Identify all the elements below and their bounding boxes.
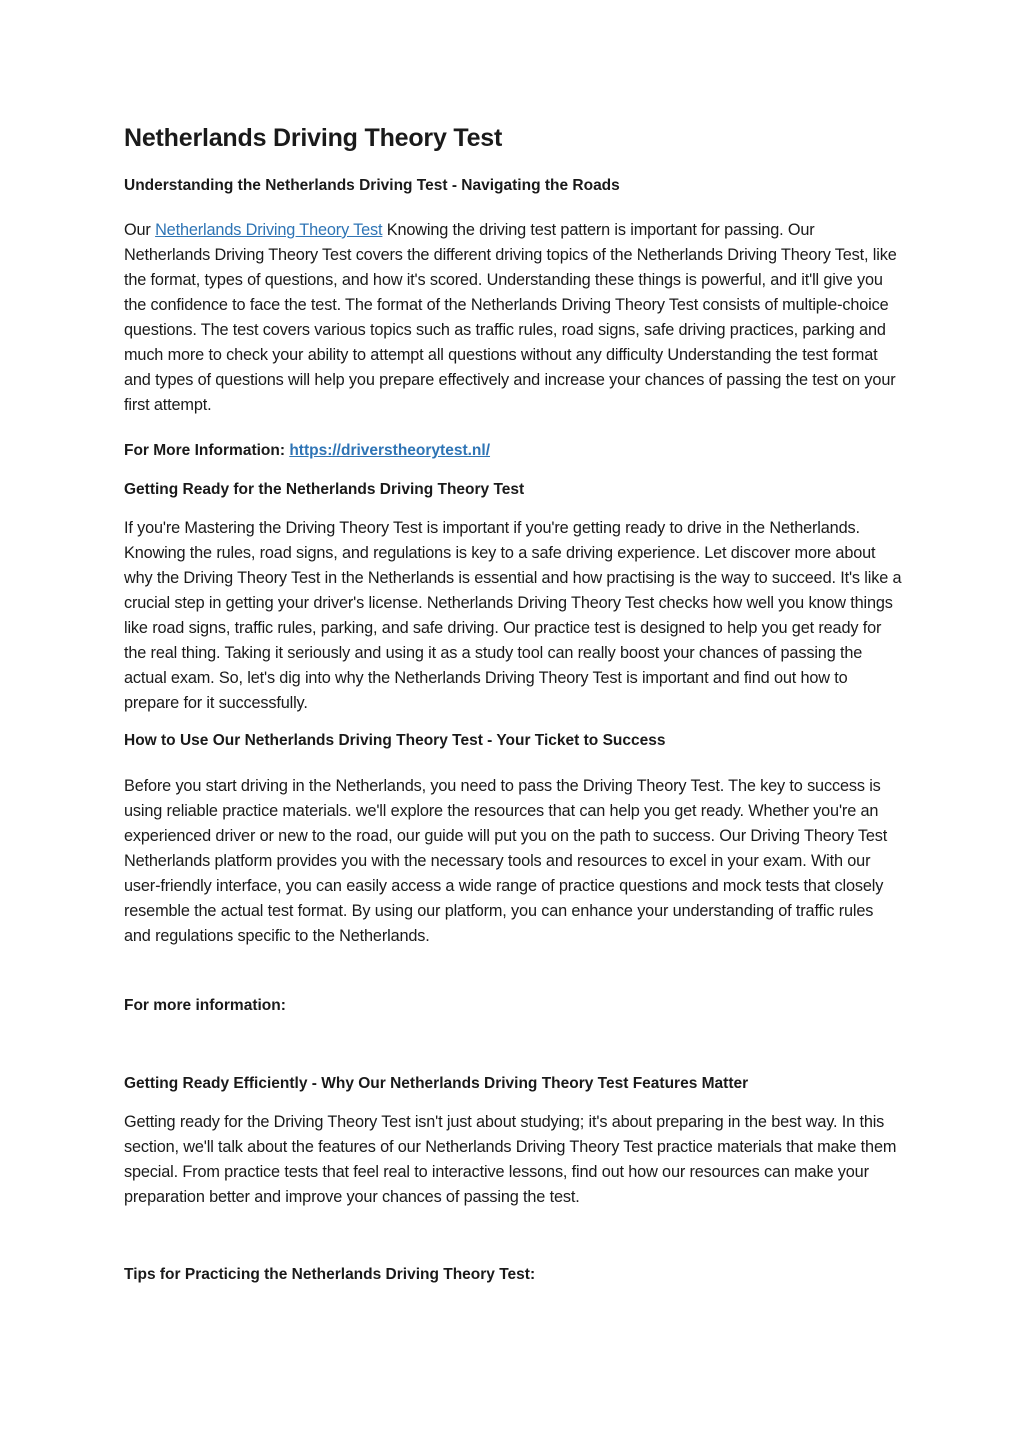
- paragraph-body: Knowing the driving test pattern is important for passing. Our Netherlands Driving Theory Test covers the different driving topics of the Netherlands Driving Theory Test, like the format, types of questions, and how it's scored. Understanding these things is powerful, and it'll give you the confidence to face the test. The format of the Netherlands Driving Theory Test consists of multiple-choice questions. The test covers various topics such as traffic rules, road signs, safe driving practices, parking and much more to check your ability to attempt all questions without any difficulty Understanding the test format and types of questions will help you prepare effectively and increase your chances of passing the test on your first attempt.: [124, 221, 897, 414]
- section-paragraph-features: Getting ready for the Driving Theory Test isn't just about studying; it's about preparing in the best way. In this section, we'll talk about the features of our Netherlands Driving Theory Test practice materials that make them special. From practice tests that feel real to interactive lessons, find out how our resources can make your preparation better and improve your chances of passing the test.: [124, 1113, 897, 1206]
- section-paragraph-understanding: [124, 218, 904, 418]
- section-paragraph-getting-ready: If you're Mastering the Driving Theory Test is important if you're getting ready to drive in the Netherlands. Knowing the rules, road signs, and regulations is key to a safe driving experience. Let discover more about why the Driving Theory Test in the Netherlands is essential and how practising is the way to succeed. It's like a crucial step in getting your driver's license. Netherlands Driving Theory Test checks how well you know things like road signs, traffic rules, parking, and safe driving. Our practice test is designed to help you get ready for the real thing. Taking it seriously and using it as a study tool can really boost your chances of passing the actual exam. So, let's dig into why the Netherlands Driving Theory Test is important and find out how to prepare for it successfully.: [124, 519, 902, 712]
- page-title: Netherlands Driving Theory Test: [124, 124, 503, 152]
- more-info-url-link[interactable]: https://driverstheorytest.nl/: [289, 442, 491, 459]
- theory-test-link[interactable]: Netherlands Driving Theory Test: [155, 221, 383, 239]
- section-heading-tips: Tips for Practicing the Netherlands Driving Theory Test:: [124, 1266, 536, 1283]
- more-info-label: For More Information:: [124, 442, 290, 459]
- section-paragraph-how-to-use: Before you start driving in the Netherlands, you need to pass the Driving Theory Test. The key to success is using reliable practice materials. we'll explore the resources that can help you get ready. Whether you're an experienced driver or new to the road, our guide will put you on the path to success. Our Driving Theory Test Netherlands platform provides you with the necessary tools and resources to excel in your exam. With our user-friendly interface, you can easily access a wide range of practice questions and mock tests that closely resemble the actual test format. By using our platform, you can enhance your understanding of traffic rules and regulations specific to the Netherlands.: [124, 777, 888, 945]
- section-heading-getting-ready: Getting Ready for the Netherlands Driving Theory Test: [124, 481, 525, 498]
- paragraph-prefix: Our: [124, 221, 156, 239]
- section-heading-how-to-use: How to Use Our Netherlands Driving Theory Test - Your Ticket to Success: [124, 732, 666, 749]
- more-info-line: [124, 441, 490, 461]
- more-info-label-2: For more information:: [124, 997, 286, 1014]
- section-heading-understanding: Understanding the Netherlands Driving Test - Navigating the Roads: [124, 177, 620, 194]
- section-heading-features: Getting Ready Efficiently - Why Our Netherlands Driving Theory Test Features Matter: [124, 1075, 749, 1092]
